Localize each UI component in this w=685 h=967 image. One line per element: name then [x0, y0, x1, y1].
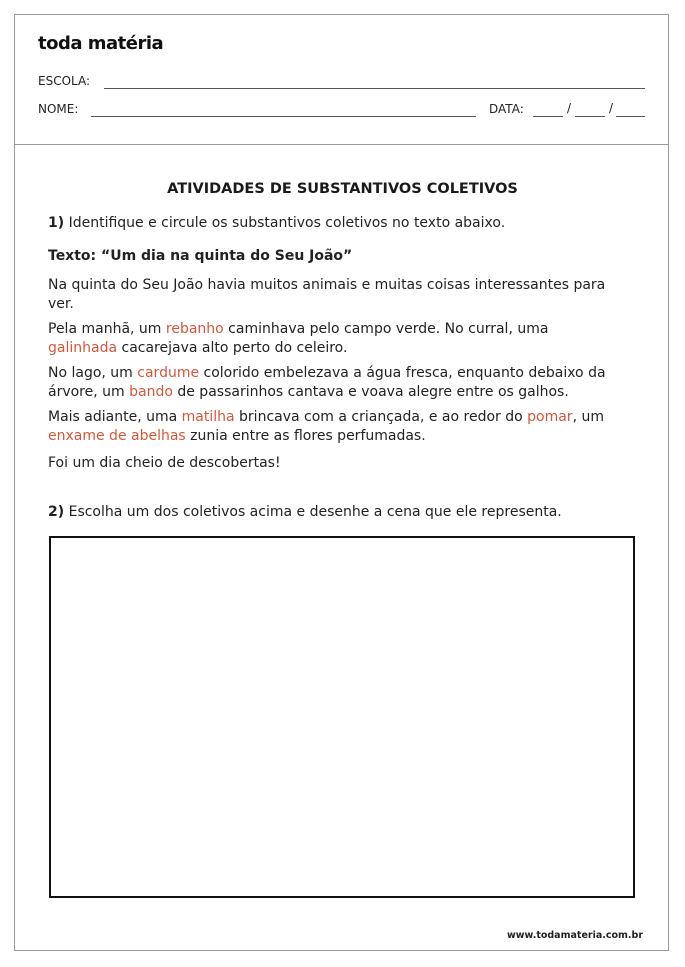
page-title: ATIVIDADES DE SUBSTANTIVOS COLETIVOS: [167, 181, 518, 197]
drawing-area[interactable]: [49, 536, 635, 898]
footer-website: www.todamateria.com.br: [506, 930, 643, 941]
question-2-text: Escolha um dos coletivos acima e desenhe a cena que ele representa.: [68, 504, 562, 520]
date-year-field[interactable]: [616, 116, 645, 117]
date-separator: /: [609, 101, 614, 115]
text-span: de passarinhos cantava e voava alegre entre os galhos.: [172, 384, 569, 400]
collective-noun: galinhada: [48, 340, 118, 356]
question-1-number: 1): [48, 215, 65, 231]
paragraph-4: [48, 408, 633, 446]
text-span: colorido embelezava a água fresca, enquanto debaixo da árvore, um: [48, 365, 606, 400]
collective-noun: rebanho: [165, 321, 224, 337]
question-1: [48, 214, 623, 233]
date-separator: /: [567, 101, 572, 115]
text-span: , um: [572, 409, 604, 425]
name-label: NOME:: [38, 102, 79, 116]
collective-noun: enxame de abelhas: [48, 428, 186, 444]
question-2-number: 2): [48, 504, 65, 520]
question-2: [48, 503, 648, 522]
text-span: zunia entre as flores perfumadas.: [185, 428, 426, 444]
paragraph-5: Foi um dia cheio de descobertas!: [48, 455, 281, 471]
text-span: Mais adiante, uma: [48, 409, 182, 425]
paragraph-1: Na quinta do Seu João havia muitos animais e muitas coisas interessantes para ver.: [48, 277, 606, 312]
text-span: brincava com a criançada, e ao redor do: [234, 409, 528, 425]
date-month-field[interactable]: [575, 116, 605, 117]
collective-noun: pomar: [527, 409, 573, 425]
text-title: Texto: “Um dia na quinta do Seu João”: [48, 248, 353, 264]
name-field[interactable]: [91, 116, 476, 117]
text-span: cacarejava alto perto do celeiro.: [117, 340, 348, 356]
collective-noun: bando: [129, 384, 173, 400]
date-day-field[interactable]: [533, 116, 563, 117]
text-span: Pela manhã, um: [48, 321, 166, 337]
paragraph-2: [48, 320, 608, 358]
question-1-text: Identifique e circule os substantivos coletivos no texto abaixo.: [68, 215, 506, 231]
text-span: caminhava pelo campo verde. No curral, uma: [223, 321, 549, 337]
header-divider: [14, 144, 669, 145]
school-label: ESCOLA:: [38, 74, 91, 88]
date-label: DATA:: [489, 102, 524, 116]
collective-noun: cardume: [137, 365, 200, 381]
paragraph-3: [48, 364, 628, 402]
school-field[interactable]: [104, 88, 645, 89]
collective-noun: matilha: [181, 409, 235, 425]
text-span: No lago, um: [48, 365, 138, 381]
brand-logo: toda matéria: [38, 33, 164, 54]
